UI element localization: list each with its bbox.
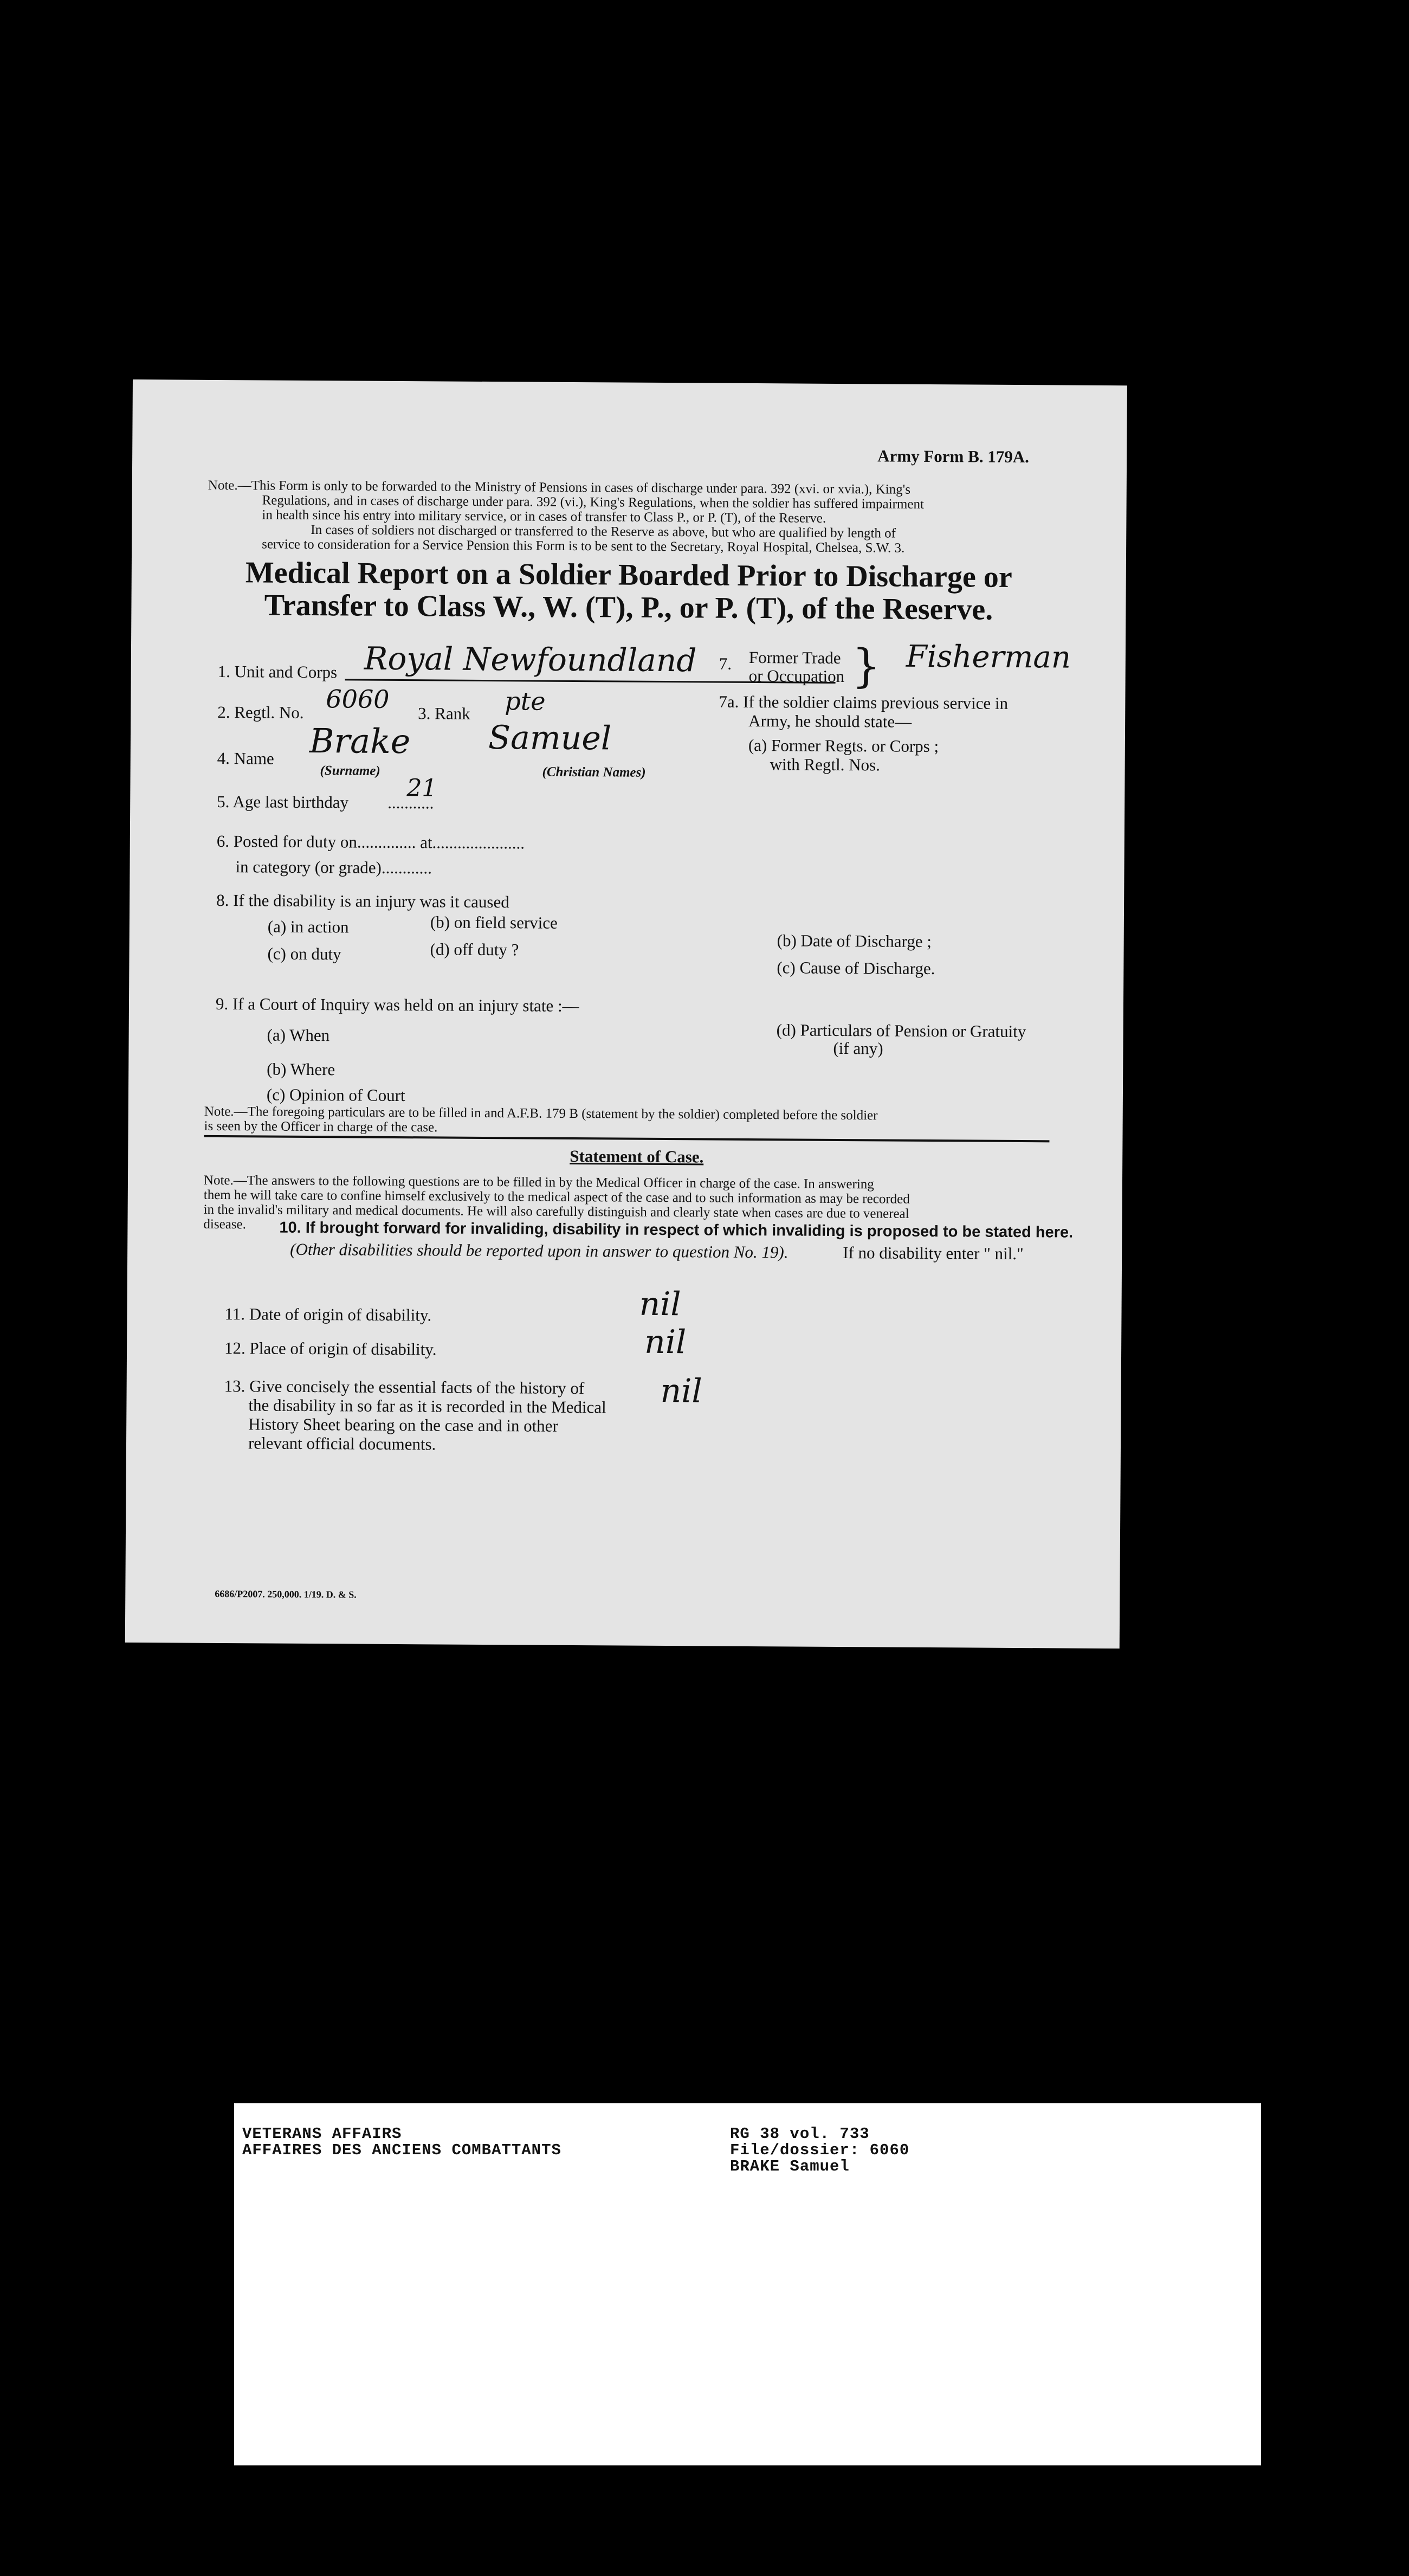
q8b-field-service: (b) on field service (430, 912, 558, 932)
card-soldier-name: BRAKE Samuel (730, 2158, 850, 2175)
form-title-line-1: Medical Report on a Soldier Boarded Prior to Discharge or (245, 556, 1012, 594)
q10-line-2b: If no disability enter " nil." (843, 1243, 1024, 1264)
note3-line: Note.—The answers to the following questions are to be filled in by the Medical Officer in charge of the case. In answering (203, 1173, 874, 1192)
q7-occupation-label: or Occupation (748, 666, 845, 686)
q11-label: 11. Date of origin of disability. (224, 1304, 432, 1325)
note3-line: them he will take care to confine himself exclusively to the medical aspect of the case and to such information as may be recorded (203, 1187, 910, 1207)
q9b-where: (b) Where (267, 1059, 335, 1079)
hw-rank: pte (505, 686, 546, 716)
q9a-when: (a) When (267, 1025, 330, 1045)
army-form-sheet (125, 379, 1127, 1648)
q7-number: 7. (719, 654, 732, 673)
q5-age-label: 5. Age last birthday (217, 791, 349, 812)
brace-icon: } (851, 639, 881, 693)
printer-imprint: 6686/P2007. 250,000. 1/19. D. & S. (215, 1588, 357, 1600)
q6-category-label: in category (or grade)............ (235, 857, 432, 878)
q8-label: 8. If the disability is an injury was it caused (216, 890, 509, 912)
hw-surname: Brake (309, 721, 411, 762)
q2-regtl-label: 2. Regtl. No. (217, 702, 304, 722)
hw-age: 21 (406, 774, 437, 802)
note3-line: disease. (203, 1216, 247, 1232)
army-form-number: Army Form B. 179A. (877, 446, 1030, 467)
hw-unit: Royal Newfoundland (364, 640, 697, 679)
note-line: in health since his entry into military service, or in cases of transfer to Class P., or P. (T), of the Reserve. (262, 507, 826, 526)
surname-caption: (Surname) (320, 763, 380, 778)
q7a-regtl-nos: with Regtl. Nos. (770, 755, 881, 775)
q7-trade-label: Former Trade (748, 647, 841, 667)
hw-trade: Fisherman (906, 639, 1071, 675)
form-title-line-2: Transfer to Class W., W. (T), P., or P. (T), of the Reserve. (264, 588, 993, 627)
q13-line: 13. Give concisely the essential facts of the history of (224, 1376, 585, 1398)
q7a-line-2: Army, he should state— (748, 711, 912, 731)
note-line: service to consideration for a Service Pension this Form is to be sent to the Secretary, Royal Hospital, Chelsea, S.W. 3. (262, 537, 905, 556)
note-line: Regulations, and in cases of discharge under para. 392 (vi.), King's Regulations, when the soldier has suffered impairment (262, 493, 925, 512)
q5-dots: ........... (387, 793, 434, 813)
q8c-on-duty: (c) on duty (267, 944, 341, 964)
card-volume: RG 38 vol. 733 (730, 2125, 870, 2143)
hw-q11: nil (639, 1285, 681, 1324)
q10-line-2a: (Other disabilities should be reported upon in answer to question No. 19). (290, 1239, 788, 1262)
card-dept-fr: AFFAIRES DES ANCIENS COMBATTANTS (242, 2141, 561, 2159)
archive-reference-card (234, 2103, 1261, 2465)
christian-names-caption: (Christian Names) (542, 764, 646, 780)
q9c-opinion: (c) Opinion of Court (266, 1085, 405, 1105)
note2-line-2: is seen by the Officer in charge of the case. (204, 1118, 438, 1135)
hw-regtl-no: 6060 (326, 684, 390, 714)
q7d-if-any: (if any) (833, 1038, 883, 1058)
q7a-line-1: 7a. If the soldier claims previous service in (719, 692, 1009, 713)
q3-rank-label: 3. Rank (418, 704, 470, 723)
note3-line: in the invalid's military and medical documents. He will also carefully distinguish and clearly state when cases are due to venereal (203, 1202, 909, 1221)
note2-line-1: Note.—The foregoing particulars are to be filled in and A.F.B. 179 B (statement by the soldier) completed before the soldier (204, 1104, 878, 1123)
card-file-number: File/dossier: 6060 (730, 2141, 910, 2159)
q7c-cause-discharge: (c) Cause of Discharge. (777, 958, 935, 978)
section-divider (204, 1135, 1049, 1143)
note-line: Note.—This Form is only to be forwarded to the Ministry of Pensions in cases of discharge under para. 392 (xvi. or xvia.), King's (208, 478, 911, 497)
note-line: In cases of soldiers not discharged or transferred to the Reserve as above, but who are qualified by length of (311, 523, 896, 541)
q13-line: the disability in so far as it is recorded in the Medical (248, 1395, 606, 1417)
statement-of-case-heading: Statement of Case. (570, 1146, 704, 1167)
q13-line: relevant official documents. (248, 1433, 436, 1454)
q13-line: History Sheet bearing on the case and in other (248, 1414, 558, 1435)
hw-q12: nil (644, 1323, 687, 1362)
hw-christian-names: Samuel (488, 719, 612, 758)
hw-q13: nil (660, 1371, 702, 1411)
q7d-pension: (d) Particulars of Pension or Gratuity (776, 1020, 1026, 1041)
q12-label: 12. Place of origin of disability. (224, 1338, 437, 1359)
q8d-off-duty: (d) off duty ? (430, 939, 519, 959)
card-dept-en: VETERANS AFFAIRS (242, 2125, 402, 2143)
q8a-in-action: (a) in action (267, 917, 349, 937)
q7a-former-regts: (a) Former Regts. or Corps ; (748, 735, 939, 756)
q1-unit-label: 1. Unit and Corps (217, 661, 338, 682)
q6-posted-label: 6. Posted for duty on.............. at...................... (216, 831, 525, 853)
q10-line-1: 10. If brought forward for invaliding, disability in respect of which invaliding is proposed to be stated here. (279, 1219, 1074, 1241)
q9-label: 9. If a Court of Inquiry was held on an injury state :— (215, 994, 579, 1016)
q7b-date-discharge: (b) Date of Discharge ; (777, 931, 932, 951)
q4-name-label: 4. Name (217, 748, 274, 768)
